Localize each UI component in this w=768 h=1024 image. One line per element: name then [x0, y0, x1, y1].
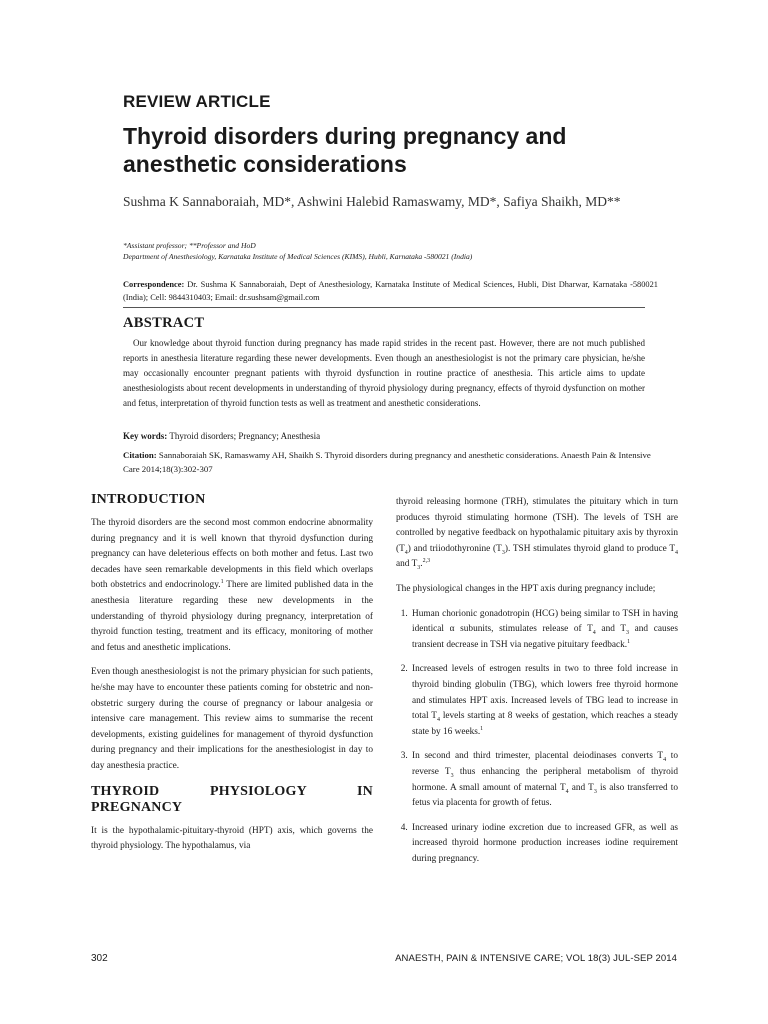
authors: Sushma K Sannaboraiah, MD*, Ashwini Halebid Ramaswamy, MD*, Safiya Shaikh, MD**: [123, 194, 621, 209]
physiology-paragraph-1: It is the hypothalamic-pituitary-thyroid (HPT) axis, which governs the thyroid physiology. The hypothalamus, via: [91, 825, 373, 852]
list-item: 4. Increased urinary iodine excretion due to increased GFR, as well as increased thyroid hormone production increases iodine requirement during pregnancy.: [410, 821, 678, 868]
hpt-changes-list: [396, 607, 678, 868]
citation-text: Sannaboraiah SK, Ramaswamy AH, Shaikh S. Thyroid disorders during pregnancy and anesthetic considerations. Anaesth Pain & Intensive Care 2014;18(3):302-307: [123, 450, 651, 474]
list-item: 2. Increased levels of estrogen results in two to three fold increase in thyroid binding globulin (TBG), which lowers free thyroid hormone and stimulates HPT axis. Increased levels of TBG lead to increase in total $T_4$ levels starting at 8 weeks of gestation, which reaches a steady state by 16 weeks.$^1$: [410, 662, 678, 740]
physiology-heading: THYROID PHYSIOLOGY IN PREGNANCY: [91, 783, 373, 815]
tsh-paragraph: thyroid releasing hormone (TRH), stimulates the pituitary which in turn produces thyroid stimulating hormone (TSH). The levels of TSH are controlled by negative feedback on hypothalamic pituitary axis by thyroxin $(T_4)$ and triiodothyronine $(T_3)$. TSH stimulates thyroid gland to produce $T_4$ and $T_3.^{2,3}$: [396, 497, 679, 572]
correspondence: [123, 278, 658, 304]
left-column: [91, 492, 373, 864]
keywords-label: Key words:: [123, 431, 168, 441]
keywords-text: Thyroid disorders; Pregnancy; Anesthesia: [169, 431, 321, 441]
affiliation-roles: *Assistant professor; **Professor and HoD: [123, 241, 256, 250]
abstract-body: Our knowledge about thyroid function during pregnancy has made rapid strides in the recent past. However, there are not much published reports in anesthesia literature regarding these newer developments. Even though an anesthesiologist is not the primary care physician, he/she may occasionally encounter pregnant patients with thyroid dysfunction in routine practice of anesthesia. This article aims to update anesthesiologists about recent developments in understanding of thyroid physiology during pregnancy, effects of thyroid dysfunction on mother and fetus, interpretation of thyroid function tests as well as treatment and anesthetic considerations.: [123, 338, 645, 408]
journal-footer: ANAESTH, PAIN & INTENSIVE CARE; VOL 18(3) JUL-SEP 2014: [395, 953, 677, 964]
abstract-heading: ABSTRACT: [123, 315, 205, 331]
hpt-changes-intro: The physiological changes in the HPT axis during pregnancy include;: [396, 583, 656, 594]
article-type: REVIEW ARTICLE: [123, 92, 271, 111]
citation-label: Citation:: [123, 450, 157, 460]
correspondence-label: Correspondence:: [123, 280, 185, 289]
page-number: 302: [91, 953, 108, 964]
page-title: Thyroid disorders during pregnancy and anesthetic considerations: [123, 123, 567, 177]
intro-paragraph-2: Even though anesthesiologist is not the primary physician for such patients, he/she may have to encounter these patients coming for obstetric and non-obstetric surgery during the course of pregnancy or labour analgesia or intensive care management. This review aims to summarise the recent developments, existing guidelines for management of thyroid dysfunction during pregnancy and their implications for the anesthesiologist in day to day anesthesia practice.: [91, 667, 373, 771]
affiliation-department: Department of Anesthesiology, Karnataka Institute of Medical Sciences (KIMS), Hubli, Karnataka -580021 (India): [123, 252, 473, 261]
correspondence-text: Dr. Sushma K Sannaboraiah, Dept of Anesthesiology, Karnataka Institute of Medical Sciences, Hubli, Dist Dharwar, Karnataka -580021 (India); Cell: 9844310403; Email: dr.sushsam@gmail.com: [123, 280, 658, 302]
list-item: 3. In second and third trimester, placental deiodinases converts $T_4$ to reverse $T_3$ thus enhancing the peripheral metabolism of thyroid hormone. A small amount of maternal $T_4$ and $T_3$ is also transferred to fetus via placenta for growth of fetus.: [410, 749, 678, 811]
list-item: 1. Human chorionic gonadotropin (HCG) being similar to TSH in having identical α subunits, stimulates release of $T_4$ and $T_3$ and causes transient decrease in TSH via negative pituitary feedback.$^1$: [410, 607, 678, 654]
intro-paragraph-1: The thyroid disorders are the second most common endocrine abnormality during pregnancy and it is well known that thyroid dysfunction during pregnancy can have deleterious effects on both mother and fetus. Last two decades have seen remarkable developments in this field which overlaps both obstetrics and endocrinology.$^1$ There are limited published data in the anesthesia literature regarding these new developments in the understanding of thyroid physiology during pregnancy, interpretation of thyroid function testing, treatment and its efficacy, monitoring of mother and fetus and anesthetic implications.: [91, 518, 373, 653]
divider: [123, 307, 645, 308]
keywords: [123, 430, 320, 443]
right-column: [396, 495, 678, 876]
citation: [123, 448, 653, 476]
introduction-heading: INTRODUCTION: [91, 492, 206, 507]
affiliations: [123, 240, 683, 262]
